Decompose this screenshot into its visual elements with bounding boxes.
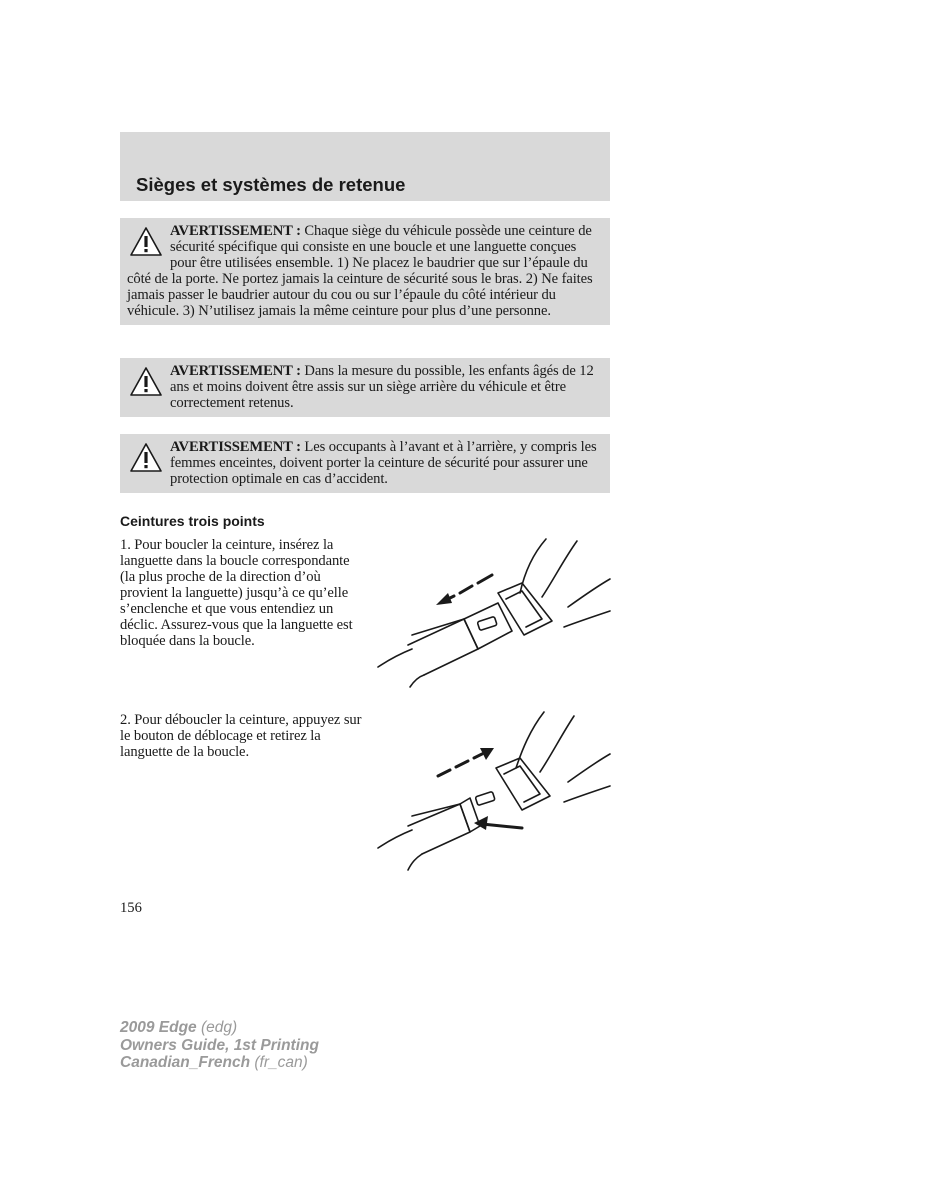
warning-body: Chaque siège du véhicule possède une ceinture de sécurité spécifique qui consiste en une boucle et une languette conçues pour être utilisées ensemble. 1) Ne placez le baudrier que sur l’épaule du côté de la porte. Ne portez jamais la ceinture de sécurité sous le bras. 2) Ne faites jamais passer le baudrier autour du cou ou sur l’épaule du côté intérieur du véhicule. 3) N’utilisez jamais la même ceinture pour plus d’une personne. xyxy=(127,223,593,319)
page-number: 156 xyxy=(120,900,142,916)
warning-triangle-icon xyxy=(129,226,163,257)
warning-box-2 xyxy=(120,358,610,417)
warning-text-2 xyxy=(127,363,602,411)
buckle-insert-illustration xyxy=(374,535,614,705)
warning-triangle-icon xyxy=(129,442,163,473)
warning-triangle-icon xyxy=(129,366,163,397)
footer-line-3: Canadian_French (fr_can) xyxy=(120,1054,308,1071)
section-title: Sièges et systèmes de retenue xyxy=(136,174,406,195)
step-1-text: 1. Pour boucler la ceinture, insérez la languette dans la boucle correspondante (la plus proche de la direction d’où provient la languette) jusqu’à ce qu’elle s’enclenche et que vous entendiez un déclic. Assurez-vous que la languette est bloquée dans la boucle. xyxy=(120,537,353,649)
warning-body: Les occupants à l’avant et à l’arrière, y compris les femmes enceintes, doivent porter la ceinture de sécurité pour assurer une protection optimale en cas d’accident. xyxy=(170,439,597,487)
subsection-heading: Ceintures trois points xyxy=(120,513,265,529)
warning-box-3 xyxy=(120,434,610,493)
footer-line-1: 2009 Edge (edg) xyxy=(120,1019,238,1036)
footer-line-2: Owners Guide, 1st Printing xyxy=(120,1036,319,1054)
warning-label: AVERTISSEMENT : xyxy=(170,223,301,239)
warning-box-1 xyxy=(120,218,610,325)
document-footer xyxy=(120,1019,319,1072)
warning-label: AVERTISSEMENT : xyxy=(170,439,301,455)
warning-text-1 xyxy=(127,223,602,319)
warning-label: AVERTISSEMENT : xyxy=(170,363,301,379)
section-header-band xyxy=(120,132,610,201)
warning-body: Dans la mesure du possible, les enfants âgés de 12 ans et moins doivent être assis sur un siège arrière du véhicule et être correctement retenus. xyxy=(170,363,594,411)
warning-text-3 xyxy=(127,439,602,487)
step-2-text: 2. Pour déboucler la ceinture, appuyez sur le bouton de déblocage et retirez la languette de la boucle. xyxy=(120,712,362,760)
buckle-release-illustration xyxy=(374,708,614,876)
